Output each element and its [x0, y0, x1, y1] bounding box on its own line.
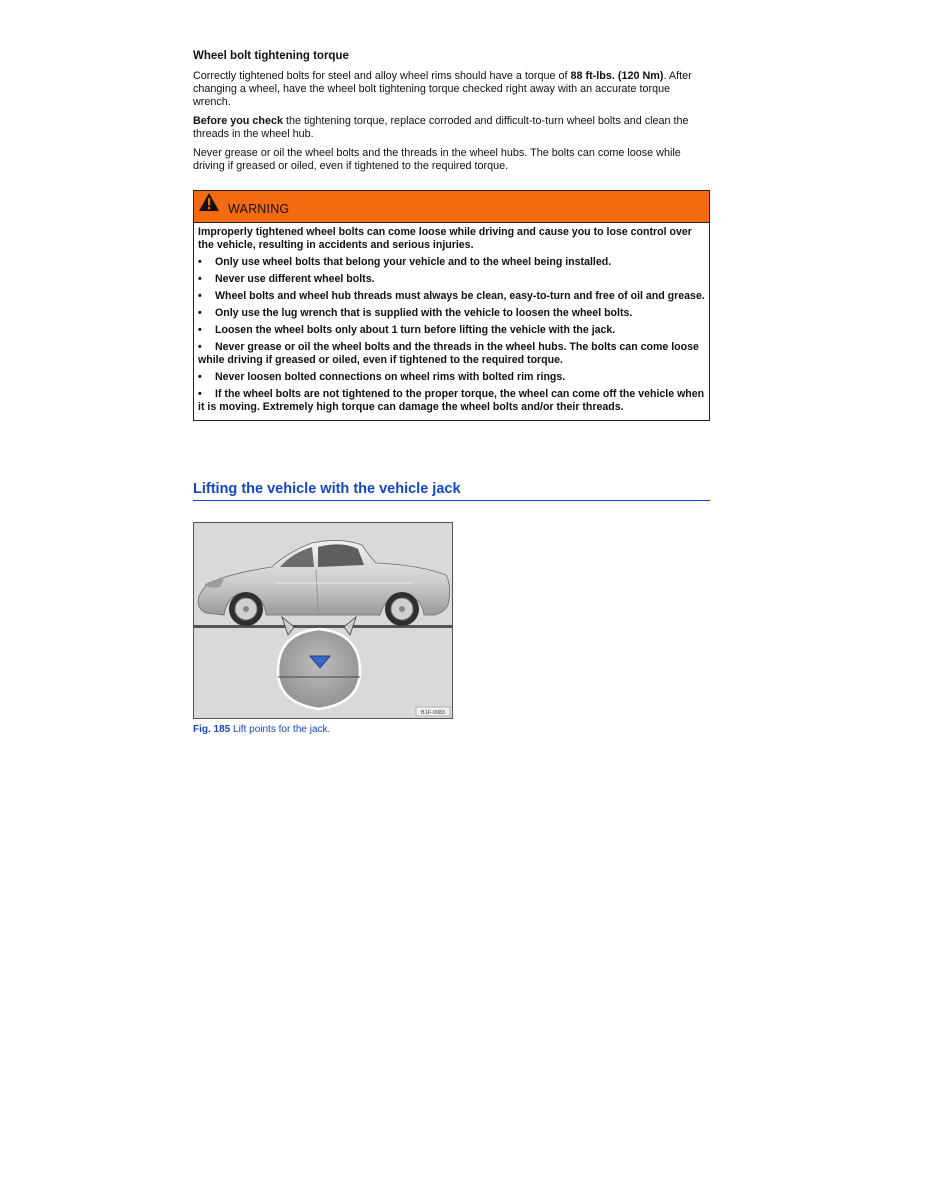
warning-header [194, 191, 709, 223]
warning-item: • Only use wheel bolts that belong your vehicle and to the wheel being installed. [198, 256, 612, 268]
main-content [193, 50, 709, 421]
torque-heading: Wheel bolt tightening torque [193, 50, 349, 62]
figure-lift-points [193, 522, 453, 719]
figure-code: B1F-0083 [420, 710, 446, 716]
section-title: Lifting the vehicle with the vehicle jack [193, 481, 710, 501]
warning-item: • Loosen the wheel bolts only about 1 turn before lifting the vehicle with the jack. [198, 324, 616, 336]
warning-item: • Wheel bolts and wheel hub threads must always be clean, easy-to-turn and free of oil and grease. [198, 290, 705, 302]
warning-title: WARNING [228, 201, 290, 216]
warning-item: • Never grease or oil the wheel bolts and the threads in the wheel hubs. The bolts can come loose while driving if greased or oiled, even if tightened to the required torque. [198, 341, 699, 366]
warning-box [193, 190, 710, 421]
warning-intro: Improperly tightened wheel bolts can come loose while driving and cause you to lose control over the vehicle, resulting in accidents and serious injuries. [198, 226, 692, 251]
warning-item: • If the wheel bolts are not tightened to the proper torque, the wheel can come off the vehicle when it is moving. Extremely high torque can damage the wheel bolts and/or their threads. [198, 388, 705, 413]
torque-paragraph-2: Before you check the tightening torque, replace corroded and difficult-to-turn wheel bolts and clean the threads in the wheel hub. [193, 115, 689, 140]
warning-item: • Never loosen bolted connections on wheel rims with bolted rim rings. [198, 371, 566, 383]
figure-caption: Fig. 185 Lift points for the jack. [193, 724, 331, 735]
torque-paragraph-3: Never grease or oil the wheel bolts and the threads in the wheel hubs. The bolts can come loose while driving if greased or oiled, even if tightened to the required torque. [193, 147, 681, 172]
torque-paragraph-1: Correctly tightened bolts for steel and alloy wheel rims should have a torque of 88 ft-lbs. (120 Nm). After changing a wheel, have the wheel bolt tightening torque checked right away with an accurate torque wrench. [193, 70, 692, 108]
warning-item: • Only use the lug wrench that is supplied with the vehicle to loosen the wheel bolts. [198, 307, 633, 319]
car-illustration [194, 523, 452, 718]
warning-triangle-icon [198, 196, 220, 217]
warning-item: • Never use different wheel bolts. [198, 273, 375, 285]
warning-body [194, 223, 709, 420]
